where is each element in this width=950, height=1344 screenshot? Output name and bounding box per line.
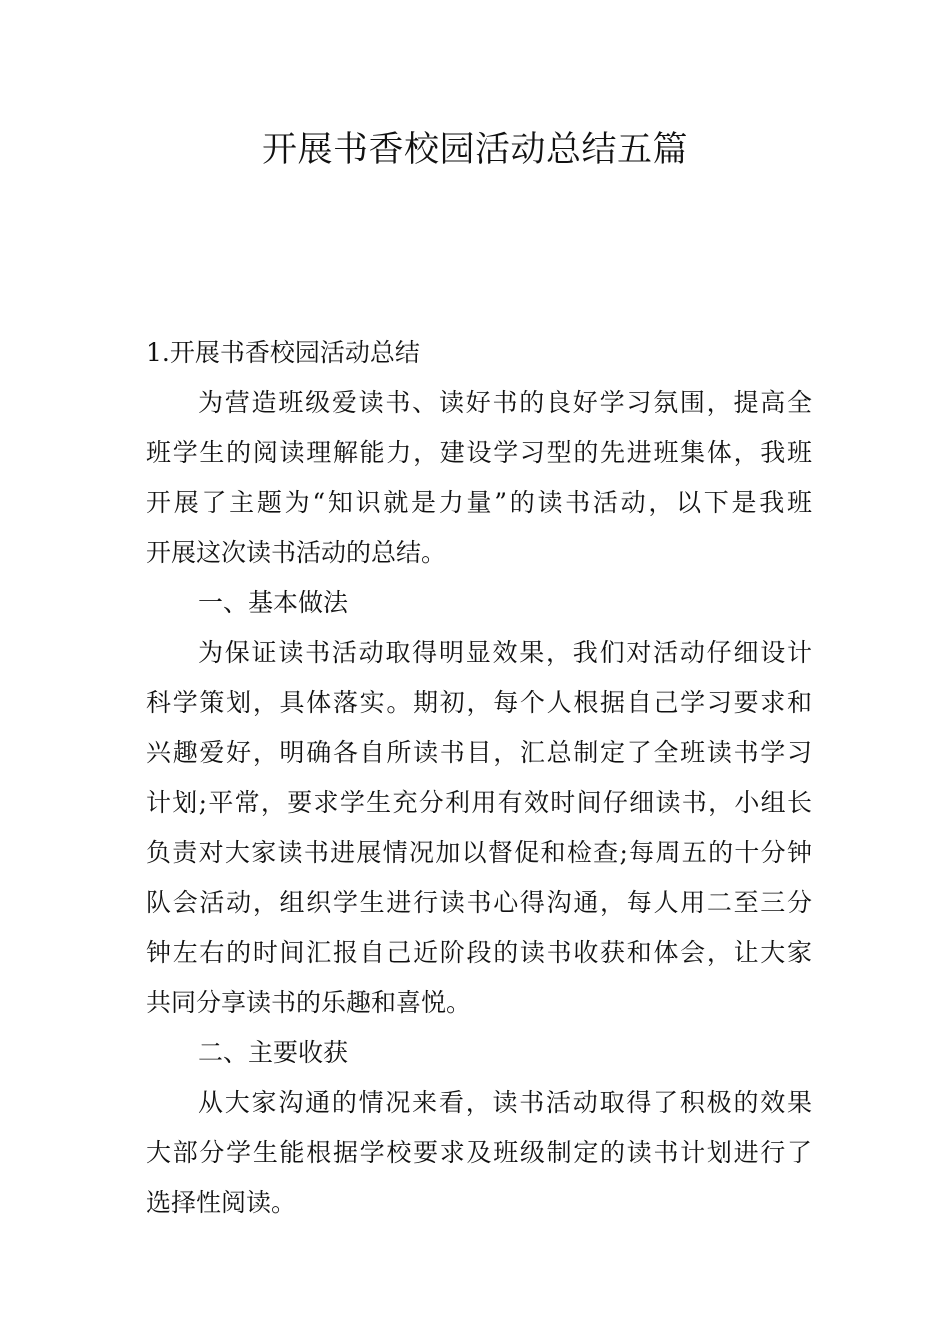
text-line: 共同分享读书的乐趣和喜悦。: [146, 988, 472, 1017]
text-line: 选择性阅读。: [146, 1188, 297, 1217]
document-title: 开展书香校园活动总结五篇: [261, 130, 688, 170]
text-line: 开展了主题为“知识就是力量”的读书活动，以下是我班: [146, 488, 812, 517]
text-line: 负责对大家读书进展情况加以督促和检查;每周五的十分钟: [146, 838, 812, 867]
text-line: 开展这次读书活动的总结。: [146, 538, 447, 567]
text-line: 兴趣爱好，明确各自所读书目，汇总制定了全班读书学习: [146, 738, 812, 767]
text-line: 科学策划，具体落实。期初，每个人根据自己学习要求和: [146, 688, 812, 717]
text-line: 钟左右的时间汇报自己近阶段的读书收获和体会，让大家: [146, 938, 812, 967]
text-line: 1.开展书香校园活动总结: [146, 338, 420, 367]
text-line: 大部分学生能根据学校要求及班级制定的读书计划进行了: [146, 1138, 812, 1167]
text-line: 队会活动，组织学生进行读书心得沟通，每人用二至三分: [146, 888, 812, 917]
text-line: 为保证读书活动取得明显效果，我们对活动仔细设计: [198, 638, 812, 667]
text-line: 从大家沟通的情况来看，读书活动取得了积极的效果: [198, 1088, 812, 1117]
text-line: 班学生的阅读理解能力，建设学习型的先进班集体，我班: [146, 438, 812, 467]
text-line: 二、主要收获: [198, 1038, 349, 1067]
text-line: 计划;平常，要求学生充分利用有效时间仔细读书，小组长: [146, 788, 812, 817]
text-line: 为营造班级爱读书、读好书的良好学习氛围，提高全: [198, 388, 812, 417]
text-line: 一、基本做法: [198, 588, 349, 617]
document-body: [146, 328, 812, 1228]
